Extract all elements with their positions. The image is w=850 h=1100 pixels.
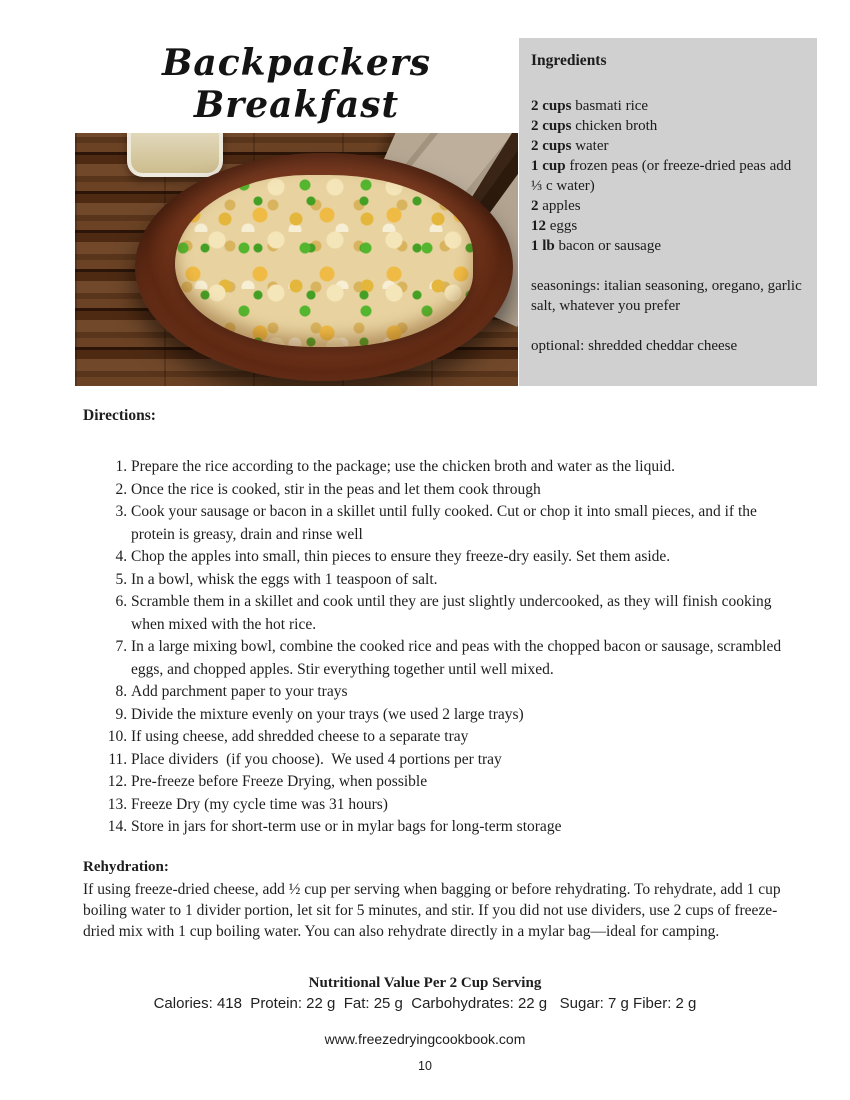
ingredient-qty: 12	[531, 218, 546, 234]
ingredient-name: apples	[538, 198, 581, 214]
direction-step: 3. Cook your sausage or bacon in a skillet until fully cooked. Cut or chop it into small pieces, and if the protein is greasy, drain and rinse well	[131, 501, 783, 546]
page-number: 10	[418, 1059, 432, 1073]
direction-step: 5. In a bowl, whisk the eggs with 1 teaspoon of salt.	[131, 569, 783, 592]
ingredient-item	[531, 156, 805, 196]
website-url: www.freezedryingcookbook.com	[324, 1031, 526, 1047]
rehydration-text: If using freeze-dried cheese, add ½ cup per serving when bagging or before rehydrating. To rehydrate, add 1 cup boiling water to 1 divider portion, let sit for 5 minutes, and stir. If you did not use dividers, use 2 cups of freeze-dried mix with 1 cup boiling water. You can also rehydrate directly in a mylar bag—ideal for camping.	[83, 880, 781, 940]
ingredient-qty: 2 cups	[531, 118, 572, 134]
ingredient-item	[531, 236, 805, 256]
ingredient-item	[531, 136, 805, 156]
directions-section	[83, 406, 783, 942]
direction-step: 4. Chop the apples into small, thin pieces to ensure they freeze-dry easily. Set them aside.	[131, 546, 783, 569]
ingredient-qty: 2 cups	[531, 138, 572, 154]
ingredient-qty: 2	[531, 198, 539, 214]
ingredient-name: chicken broth	[571, 118, 658, 134]
spacer	[531, 256, 805, 276]
direction-step: 12. Pre-freeze before Freeze Drying, when possible	[131, 771, 783, 794]
ingredient-name: basmati rice	[571, 98, 649, 114]
direction-step: 13. Freeze Dry (my cycle time was 31 hours)	[131, 794, 783, 817]
nutrition-section	[80, 974, 770, 1013]
ingredients-optional: optional: shredded cheddar cheese	[531, 338, 738, 354]
direction-step: 11. Place dividers (if you choose). We used 4 portions per tray	[131, 749, 783, 772]
directions-heading: Directions:	[83, 407, 156, 424]
ingredient-qty: 1 lb	[531, 238, 555, 254]
direction-step: 2. Once the rice is cooked, stir in the peas and let them cook through	[131, 479, 783, 502]
ingredient-name: bacon or sausage	[554, 238, 661, 254]
recipe-photo	[75, 133, 518, 386]
spacer	[531, 316, 805, 336]
direction-step: 7. In a large mixing bowl, combine the cooked rice and peas with the chopped bacon or sausage, scrambled eggs, and chopped apples. Stir everything together until well mixed.	[131, 636, 783, 681]
nutrition-heading: Nutritional Value Per 2 Cup Serving	[308, 975, 542, 991]
ingredient-qty: 2 cups	[531, 98, 572, 114]
recipe-title: Backpackers Breakfast	[161, 42, 432, 126]
ingredients-box	[519, 38, 817, 386]
ingredients-heading: Ingredients	[531, 52, 607, 69]
direction-step: 9. Divide the mixture evenly on your trays (we used 2 large trays)	[131, 704, 783, 727]
ingredient-name: frozen peas (or freeze-dried peas add ⅓ c water)	[531, 158, 792, 194]
direction-step: 6. Scramble them in a skillet and cook until they are just slightly undercooked, as they will finish cooking when mixed with the hot rice.	[131, 591, 783, 636]
ingredient-qty: 1 cup	[531, 158, 566, 174]
direction-step: 14. Store in jars for short-term use or in mylar bags for long-term storage	[131, 816, 783, 839]
fried-rice-with-peas	[175, 175, 473, 347]
direction-step: 1. Prepare the rice according to the package; use the chicken broth and water as the liquid.	[131, 456, 783, 479]
direction-step: 8. Add parchment paper to your trays	[131, 681, 783, 704]
rehydration-section	[83, 857, 783, 942]
ingredient-name: eggs	[546, 218, 578, 234]
ingredient-item	[531, 196, 805, 216]
plate	[135, 153, 513, 381]
ingredient-name: water	[571, 138, 609, 154]
ingredient-item	[531, 216, 805, 236]
directions-list	[83, 456, 783, 839]
rehydration-heading: Rehydration:	[83, 858, 169, 875]
ingredient-item	[531, 116, 805, 136]
water-glass	[127, 133, 223, 177]
direction-step: 10. If using cheese, add shredded cheese to a separate tray	[131, 726, 783, 749]
ingredient-item	[531, 96, 805, 116]
nutrition-values: Calories: 418 Protein: 22 g Fat: 25 g Carbohydrates: 22 g Sugar: 7 g Fiber: 2 g	[153, 995, 697, 1012]
ingredients-seasonings: seasonings: italian seasoning, oregano, garlic salt, whatever you prefer	[531, 278, 802, 314]
spacer	[531, 71, 805, 96]
